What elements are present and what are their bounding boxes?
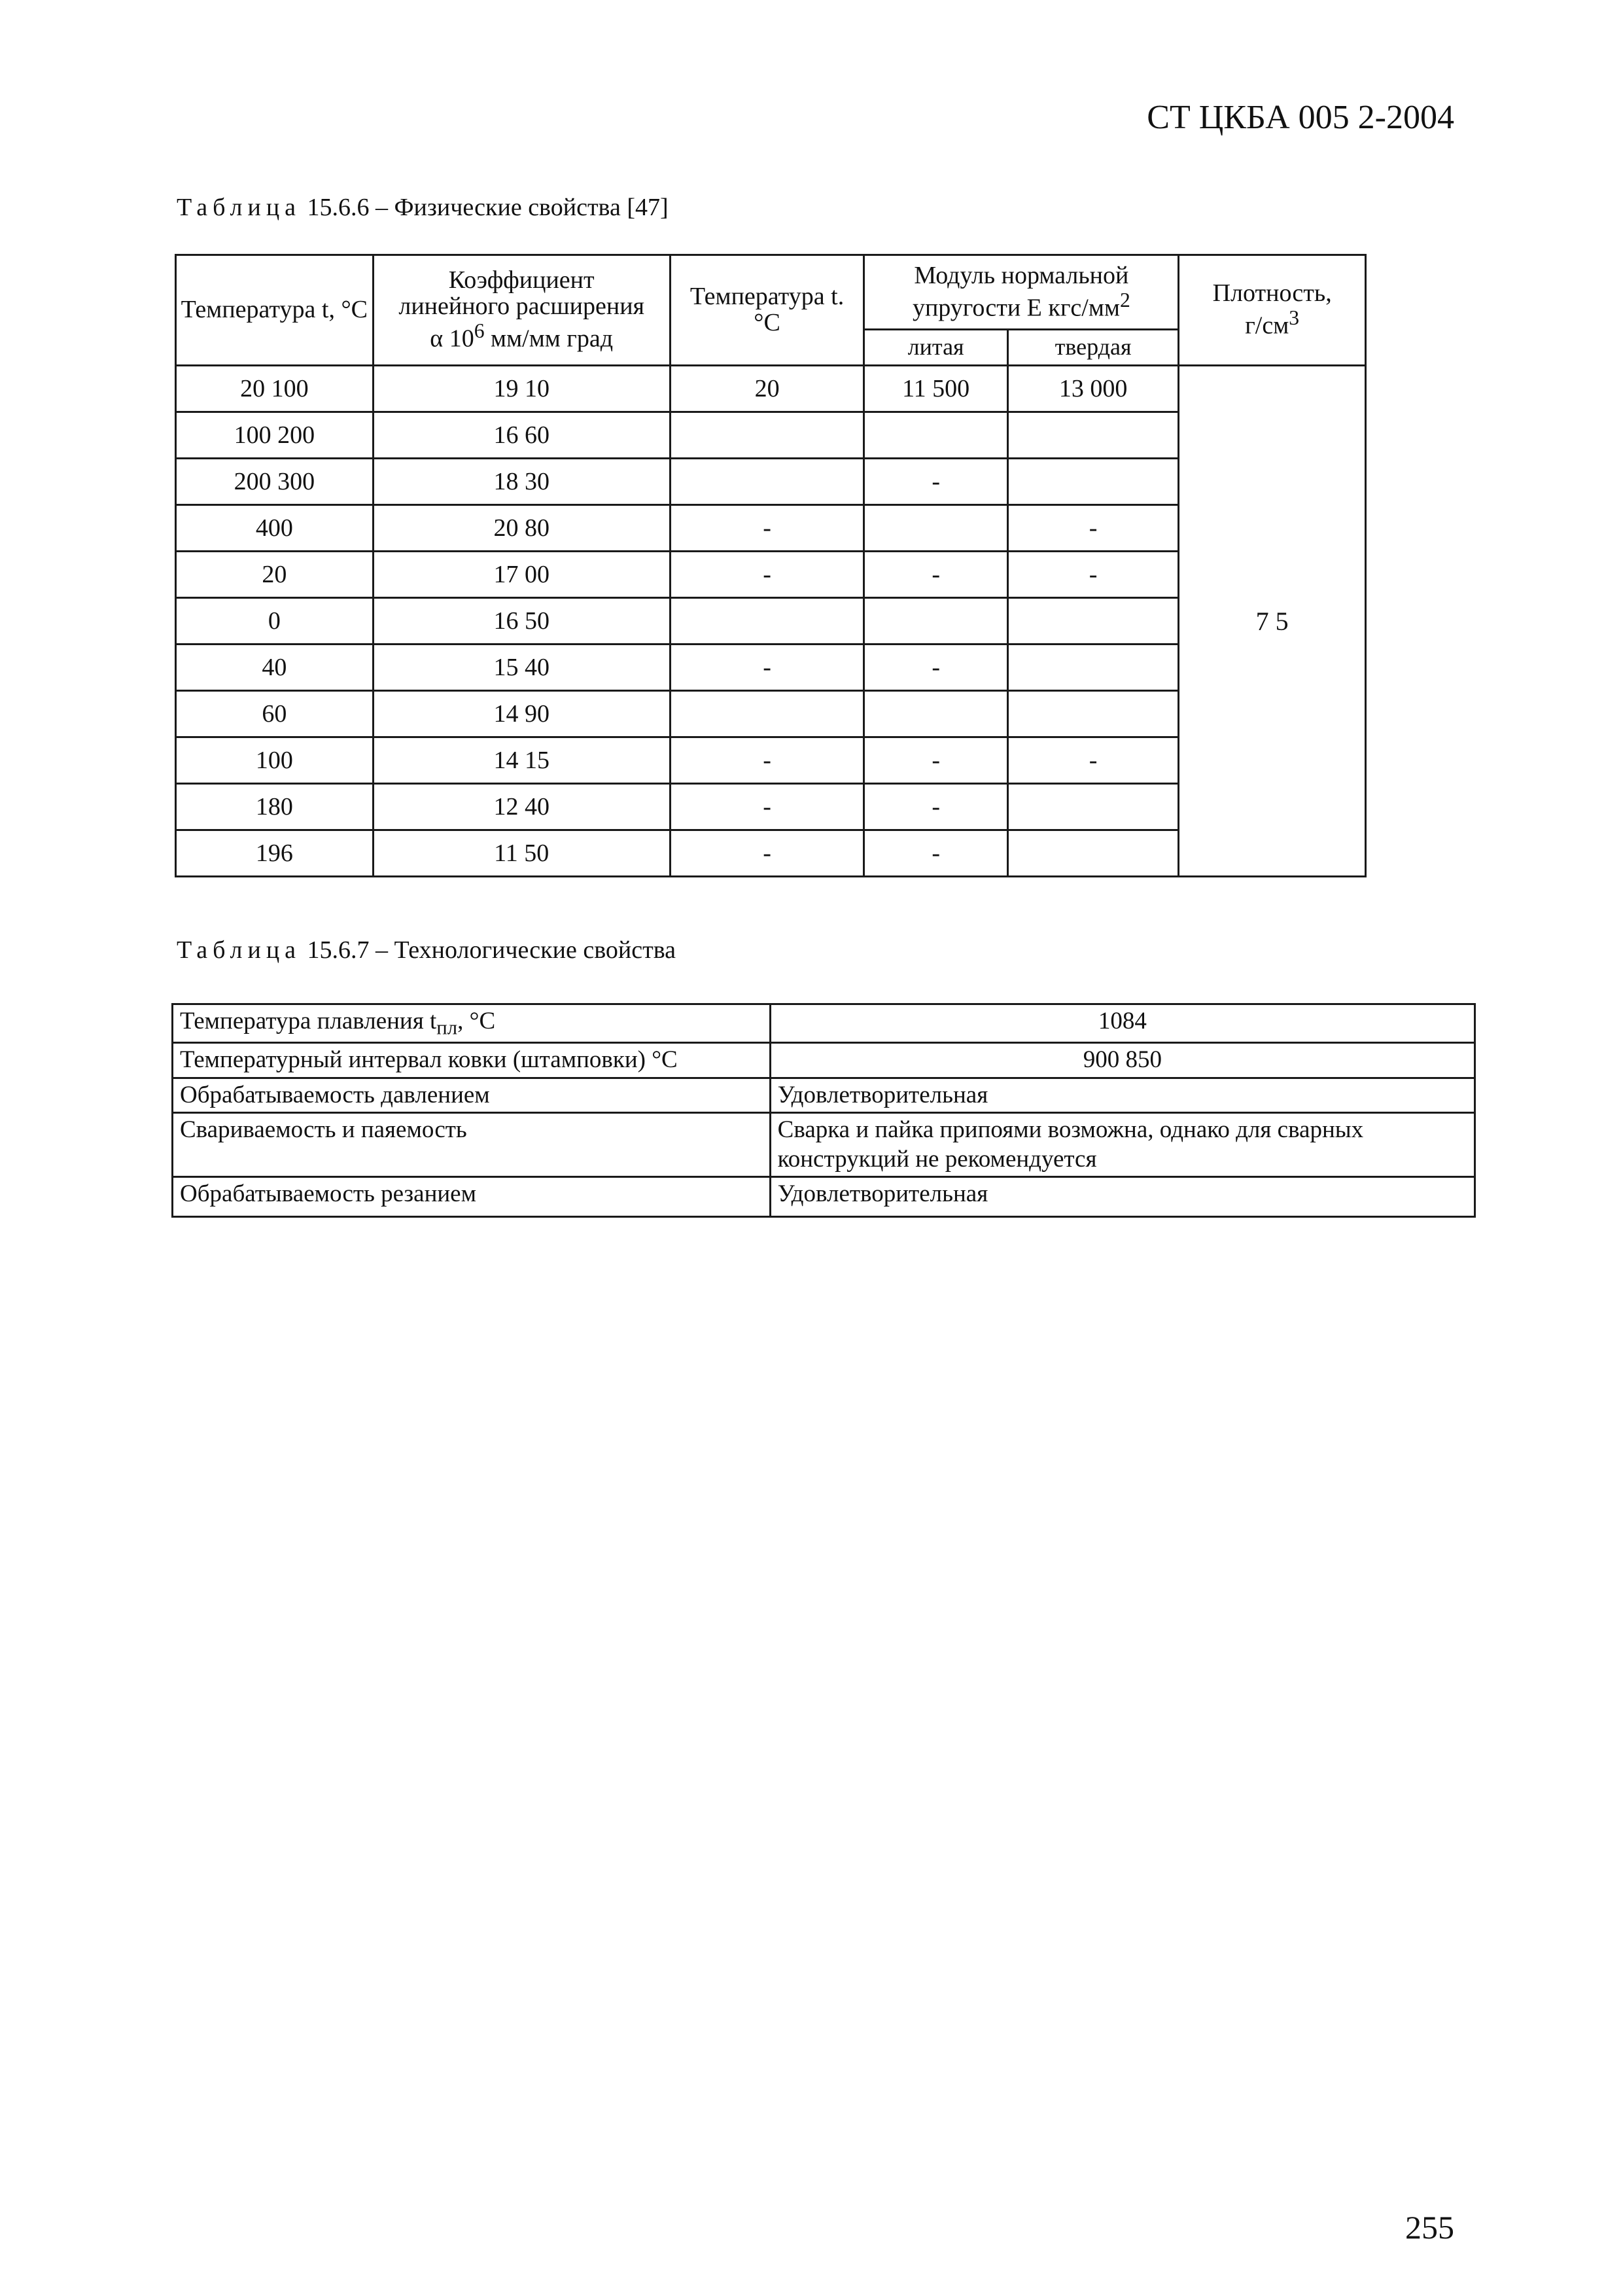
cell-property: Обрабатываемость давлением [173,1078,771,1112]
cell-property: Температурный интервал ковки (штамповки) °C [173,1043,771,1078]
cell-hard [1007,459,1178,505]
cell-coefficient: 18 30 [373,459,670,505]
cell-temperature-2: - [670,784,864,830]
cell-temperature-2: 20 [670,366,864,412]
cell-hard [1007,784,1178,830]
cell-coefficient: 19 10 [373,366,670,412]
cell-temperature-2 [670,598,864,645]
cell-hard: - [1007,552,1178,598]
cell-temperature: 100 [176,737,374,784]
table-row [176,366,1366,412]
header-coef-unit: мм/мм град [484,325,614,353]
table2-caption [177,936,676,964]
cell-temperature-2: - [670,830,864,877]
header-density [1179,255,1366,366]
cell-hard [1007,645,1178,691]
header-expansion-coefficient [373,255,670,366]
cell-value: Удовлетворительная [770,1078,1475,1112]
document-code: СТ ЦКБА 005 2-2004 [1147,99,1454,136]
header-coef-line1: Коэффициент [448,266,595,294]
page-number: 255 [1405,2209,1454,2246]
table-row [173,1176,1475,1216]
header-coef-line3: α 10 [430,325,474,353]
header-density-exponent: 3 [1289,306,1300,330]
cell-value: Сварка и пайка припоями возможна, однако для сварных конструкций не рекомендуется [770,1113,1475,1177]
header-density-line1: Плотность, [1212,279,1332,308]
cell-temperature: 200 300 [176,459,374,505]
cell-temperature: 196 [176,830,374,877]
table1-caption-text: 15.6.6 – Физические свойства [47] [307,194,669,221]
cell-density: 7 5 [1179,366,1366,877]
cell-property [173,1004,771,1043]
cell-hard [1007,691,1178,737]
cell-cast [864,598,1007,645]
physical-properties-table [175,254,1367,877]
header-temperature: Температура t, °C [176,255,374,366]
table-row [173,1113,1475,1177]
cell-hard: - [1007,505,1178,552]
cell-temperature-2: - [670,737,864,784]
header-modulus-exponent: 2 [1119,288,1130,311]
table2-caption-label: Таблица [177,936,302,964]
cell-hard [1007,598,1178,645]
technological-properties-table [171,1003,1476,1218]
cell-temperature-2: - [670,645,864,691]
cell-hard [1007,830,1178,877]
cell-temperature: 20 100 [176,366,374,412]
cell-cast: - [864,784,1007,830]
cell-temperature-2: - [670,552,864,598]
cell-cast [864,505,1007,552]
table-row [173,1043,1475,1078]
cell-cast: - [864,552,1007,598]
cell-property: Обрабатываемость резанием [173,1176,771,1216]
cell-coefficient: 17 00 [373,552,670,598]
header-modulus-line2: упругости Е кгс/мм [912,294,1120,322]
table-row [173,1078,1475,1112]
cell-temperature: 100 200 [176,412,374,459]
cell-cast [864,412,1007,459]
melting-temp-subscript: пл [436,1016,458,1039]
cell-hard: 13 000 [1007,366,1178,412]
cell-cast: - [864,830,1007,877]
cell-cast [864,691,1007,737]
table1-caption [177,193,669,222]
header-temperature-2: Температура t. °C [670,255,864,366]
table2-caption-text: 15.6.7 – Технологические свойства [307,936,676,964]
table1-header-row [176,255,1366,330]
header-modulus-line1: Модуль нормальной [914,261,1129,289]
cell-value: 1084 [770,1004,1475,1043]
cell-coefficient: 11 50 [373,830,670,877]
cell-coefficient: 16 50 [373,598,670,645]
melting-temp-label: Температура плавления t [180,1008,437,1034]
melting-temp-unit: , °C [457,1008,496,1034]
cell-coefficient: 20 80 [373,505,670,552]
cell-temperature: 60 [176,691,374,737]
cell-temperature: 0 [176,598,374,645]
header-hard: твердая [1007,330,1178,366]
cell-cast: - [864,737,1007,784]
header-coef-line2: линейного расширения [398,292,645,321]
header-cast: литая [864,330,1007,366]
cell-coefficient: 16 60 [373,412,670,459]
cell-temperature: 20 [176,552,374,598]
cell-value: 900 850 [770,1043,1475,1078]
cell-temperature-2 [670,459,864,505]
table1-caption-label: Таблица [177,194,302,221]
cell-cast: - [864,459,1007,505]
cell-coefficient: 14 90 [373,691,670,737]
cell-coefficient: 14 15 [373,737,670,784]
table-row [173,1004,1475,1043]
cell-temperature-2 [670,691,864,737]
header-coef-exponent: 6 [474,319,485,343]
cell-hard [1007,412,1178,459]
cell-coefficient: 12 40 [373,784,670,830]
cell-temperature-2 [670,412,864,459]
cell-cast: 11 500 [864,366,1007,412]
cell-hard: - [1007,737,1178,784]
cell-cast: - [864,645,1007,691]
cell-temperature: 400 [176,505,374,552]
cell-property: Свариваемость и паяемость [173,1113,771,1177]
header-elastic-modulus [864,255,1179,330]
header-density-line2: г/см [1245,311,1289,340]
cell-coefficient: 15 40 [373,645,670,691]
cell-value: Удовлетворительная [770,1176,1475,1216]
cell-temperature: 180 [176,784,374,830]
cell-temperature-2: - [670,505,864,552]
cell-temperature: 40 [176,645,374,691]
